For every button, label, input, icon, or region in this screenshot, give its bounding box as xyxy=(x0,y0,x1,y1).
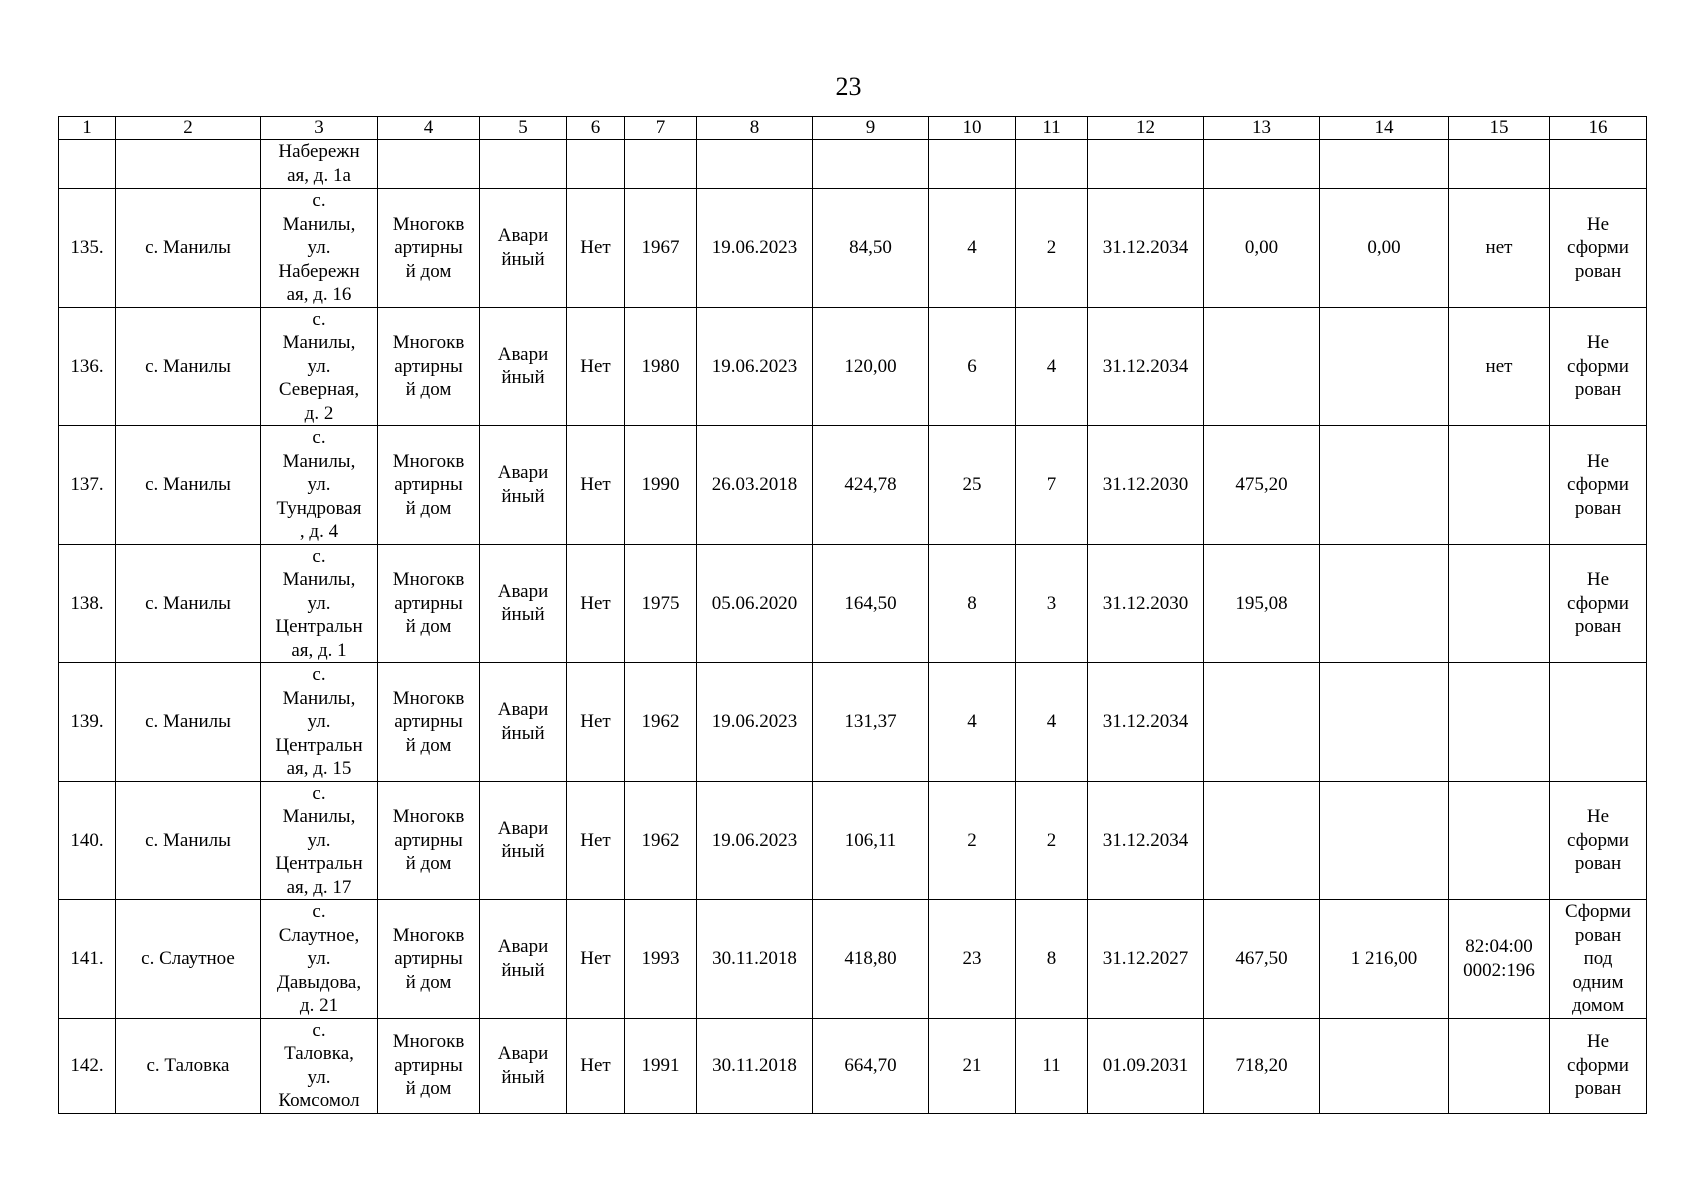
address-cell: с. Манилы, ул. Центральн ая, д. 15 xyxy=(261,663,378,782)
col13-cell: 0,00 xyxy=(1204,189,1320,308)
year-cell: 1975 xyxy=(625,544,697,663)
column-header: 2 xyxy=(116,117,261,140)
year-cell: 1990 xyxy=(625,426,697,545)
col11-cell: 3 xyxy=(1016,544,1088,663)
cell-empty xyxy=(929,140,1016,189)
building-type-cell: Многокв артирны й дом xyxy=(378,1018,480,1113)
cell-empty xyxy=(1320,140,1449,189)
cell-empty xyxy=(1449,140,1550,189)
cadastral-cell xyxy=(1449,663,1550,782)
deadline-cell: 31.12.2034 xyxy=(1088,781,1204,900)
column-header: 13 xyxy=(1204,117,1320,140)
deadline-cell: 01.09.2031 xyxy=(1088,1018,1204,1113)
column-header: 6 xyxy=(567,117,625,140)
condition-cell: Авари йный xyxy=(480,781,567,900)
col14-cell xyxy=(1320,426,1449,545)
building-type-cell: Многокв артирны й дом xyxy=(378,663,480,782)
column-header: 11 xyxy=(1016,117,1088,140)
col11-cell: 2 xyxy=(1016,781,1088,900)
condition-cell: Авари йный xyxy=(480,900,567,1019)
settlement-cell: с. Манилы xyxy=(116,426,261,545)
deadline-cell: 31.12.2034 xyxy=(1088,189,1204,308)
col10-cell: 23 xyxy=(929,900,1016,1019)
flag-cell: Нет xyxy=(567,1018,625,1113)
condition-cell: Авари йный xyxy=(480,663,567,782)
column-header: 15 xyxy=(1449,117,1550,140)
column-header: 1 xyxy=(59,117,116,140)
table-row xyxy=(59,663,1647,782)
deadline-cell: 31.12.2034 xyxy=(1088,663,1204,782)
cell-empty xyxy=(1088,140,1204,189)
condition-cell: Авари йный xyxy=(480,1018,567,1113)
year-cell: 1993 xyxy=(625,900,697,1019)
col10-cell: 21 xyxy=(929,1018,1016,1113)
land-status-cell: Не сформи рован xyxy=(1550,781,1647,900)
address-cell: с. Манилы, ул. Центральн ая, д. 17 xyxy=(261,781,378,900)
year-cell: 1962 xyxy=(625,781,697,900)
cell-empty xyxy=(697,140,813,189)
row-number-cell: 135. xyxy=(59,189,116,308)
col11-cell: 11 xyxy=(1016,1018,1088,1113)
col13-cell xyxy=(1204,663,1320,782)
settlement-cell: с. Манилы xyxy=(116,307,261,426)
cell-empty xyxy=(1016,140,1088,189)
table-row xyxy=(59,781,1647,900)
condition-cell: Авари йный xyxy=(480,189,567,308)
land-status-cell: Не сформи рован xyxy=(1550,426,1647,545)
table-row xyxy=(59,189,1647,308)
col10-cell: 2 xyxy=(929,781,1016,900)
address-cell: Набережн ая, д. 1а xyxy=(261,140,378,189)
deadline-cell: 31.12.2030 xyxy=(1088,426,1204,545)
cell-empty xyxy=(480,140,567,189)
col10-cell: 25 xyxy=(929,426,1016,545)
row-number-cell: 139. xyxy=(59,663,116,782)
cadastral-cell xyxy=(1449,1018,1550,1113)
column-header: 9 xyxy=(813,117,929,140)
area-cell: 164,50 xyxy=(813,544,929,663)
housing-registry-table xyxy=(58,116,1647,1114)
col13-cell: 718,20 xyxy=(1204,1018,1320,1113)
col10-cell: 6 xyxy=(929,307,1016,426)
area-cell: 106,11 xyxy=(813,781,929,900)
address-cell: с. Слаутное, ул. Давыдова, д. 21 xyxy=(261,900,378,1019)
row-number-cell: 137. xyxy=(59,426,116,545)
row-number-cell: 141. xyxy=(59,900,116,1019)
col13-cell: 195,08 xyxy=(1204,544,1320,663)
land-status-cell: Сформи рован под одним домом xyxy=(1550,900,1647,1019)
settlement-cell: с. Манилы xyxy=(116,781,261,900)
cadastral-cell xyxy=(1449,544,1550,663)
table-row xyxy=(59,1018,1647,1113)
land-status-cell: Не сформи рован xyxy=(1550,544,1647,663)
land-status-cell: Не сформи рован xyxy=(1550,189,1647,308)
land-status-cell: Не сформи рован xyxy=(1550,1018,1647,1113)
column-header: 14 xyxy=(1320,117,1449,140)
address-cell: с. Манилы, ул. Набережн ая, д. 16 xyxy=(261,189,378,308)
column-header: 8 xyxy=(697,117,813,140)
col14-cell xyxy=(1320,781,1449,900)
column-header: 5 xyxy=(480,117,567,140)
flag-cell: Нет xyxy=(567,307,625,426)
cadastral-cell: 82:04:00 0002:196 xyxy=(1449,900,1550,1019)
area-cell: 664,70 xyxy=(813,1018,929,1113)
flag-cell: Нет xyxy=(567,426,625,545)
area-cell: 84,50 xyxy=(813,189,929,308)
column-header: 3 xyxy=(261,117,378,140)
address-cell: с. Манилы, ул. Центральн ая, д. 1 xyxy=(261,544,378,663)
deadline-cell: 31.12.2034 xyxy=(1088,307,1204,426)
condition-cell: Авари йный xyxy=(480,307,567,426)
cadastral-cell: нет xyxy=(1449,189,1550,308)
column-header: 4 xyxy=(378,117,480,140)
settlement-cell: с. Манилы xyxy=(116,544,261,663)
building-type-cell: Многокв артирны й дом xyxy=(378,544,480,663)
cadastral-cell xyxy=(1449,781,1550,900)
row-number-cell: 140. xyxy=(59,781,116,900)
area-cell: 418,80 xyxy=(813,900,929,1019)
date-cell: 19.06.2023 xyxy=(697,781,813,900)
col10-cell: 4 xyxy=(929,189,1016,308)
flag-cell: Нет xyxy=(567,544,625,663)
table-row xyxy=(59,900,1647,1019)
flag-cell: Нет xyxy=(567,189,625,308)
condition-cell: Авари йный xyxy=(480,426,567,545)
building-type-cell: Многокв артирны й дом xyxy=(378,900,480,1019)
address-cell: с. Таловка, ул. Комсомол xyxy=(261,1018,378,1113)
row-number-cell: 142. xyxy=(59,1018,116,1113)
col14-cell xyxy=(1320,307,1449,426)
building-type-cell: Многокв артирны й дом xyxy=(378,307,480,426)
column-header: 16 xyxy=(1550,117,1647,140)
year-cell: 1991 xyxy=(625,1018,697,1113)
settlement-cell: с. Слаутное xyxy=(116,900,261,1019)
building-type-cell: Многокв артирны й дом xyxy=(378,189,480,308)
building-type-cell: Многокв артирны й дом xyxy=(378,781,480,900)
area-cell: 120,00 xyxy=(813,307,929,426)
date-cell: 30.11.2018 xyxy=(697,900,813,1019)
cell-empty xyxy=(1204,140,1320,189)
year-cell: 1980 xyxy=(625,307,697,426)
settlement-cell: с. Таловка xyxy=(116,1018,261,1113)
col14-cell: 1 216,00 xyxy=(1320,900,1449,1019)
building-type-cell: Многокв артирны й дом xyxy=(378,426,480,545)
col11-cell: 4 xyxy=(1016,663,1088,782)
cell-empty xyxy=(59,140,116,189)
cell-empty xyxy=(625,140,697,189)
col14-cell xyxy=(1320,1018,1449,1113)
col14-cell xyxy=(1320,544,1449,663)
col10-cell: 8 xyxy=(929,544,1016,663)
cell-empty xyxy=(1550,140,1647,189)
address-cell: с. Манилы, ул. Северная, д. 2 xyxy=(261,307,378,426)
cadastral-cell: нет xyxy=(1449,307,1550,426)
deadline-cell: 31.12.2030 xyxy=(1088,544,1204,663)
col14-cell xyxy=(1320,663,1449,782)
row-number-cell: 136. xyxy=(59,307,116,426)
flag-cell: Нет xyxy=(567,781,625,900)
cadastral-cell xyxy=(1449,426,1550,545)
cell-empty xyxy=(813,140,929,189)
col11-cell: 2 xyxy=(1016,189,1088,308)
cell-empty xyxy=(378,140,480,189)
column-header: 7 xyxy=(625,117,697,140)
col14-cell: 0,00 xyxy=(1320,189,1449,308)
date-cell: 05.06.2020 xyxy=(697,544,813,663)
table-row xyxy=(59,307,1647,426)
col13-cell xyxy=(1204,781,1320,900)
year-cell: 1962 xyxy=(625,663,697,782)
date-cell: 19.06.2023 xyxy=(697,663,813,782)
area-cell: 424,78 xyxy=(813,426,929,545)
flag-cell: Нет xyxy=(567,663,625,782)
flag-cell: Нет xyxy=(567,900,625,1019)
col11-cell: 4 xyxy=(1016,307,1088,426)
row-number-cell: 138. xyxy=(59,544,116,663)
page-number: 23 xyxy=(835,72,862,101)
cell-empty xyxy=(116,140,261,189)
settlement-cell: с. Манилы xyxy=(116,663,261,782)
date-cell: 19.06.2023 xyxy=(697,189,813,308)
table-row xyxy=(59,426,1647,545)
settlement-cell: с. Манилы xyxy=(116,189,261,308)
table-row xyxy=(59,544,1647,663)
col13-cell: 475,20 xyxy=(1204,426,1320,545)
column-header: 12 xyxy=(1088,117,1204,140)
address-cell: с. Манилы, ул. Тундровая , д. 4 xyxy=(261,426,378,545)
column-header: 10 xyxy=(929,117,1016,140)
cell-empty xyxy=(567,140,625,189)
col13-cell xyxy=(1204,307,1320,426)
deadline-cell: 31.12.2027 xyxy=(1088,900,1204,1019)
area-cell: 131,37 xyxy=(813,663,929,782)
land-status-cell: Не сформи рован xyxy=(1550,307,1647,426)
col13-cell: 467,50 xyxy=(1204,900,1320,1019)
date-cell: 30.11.2018 xyxy=(697,1018,813,1113)
col11-cell: 7 xyxy=(1016,426,1088,545)
col11-cell: 8 xyxy=(1016,900,1088,1019)
land-status-cell xyxy=(1550,663,1647,782)
col10-cell: 4 xyxy=(929,663,1016,782)
condition-cell: Авари йный xyxy=(480,544,567,663)
column-number-row xyxy=(59,117,1647,140)
date-cell: 26.03.2018 xyxy=(697,426,813,545)
date-cell: 19.06.2023 xyxy=(697,307,813,426)
continuation-row xyxy=(59,140,1647,189)
year-cell: 1967 xyxy=(625,189,697,308)
